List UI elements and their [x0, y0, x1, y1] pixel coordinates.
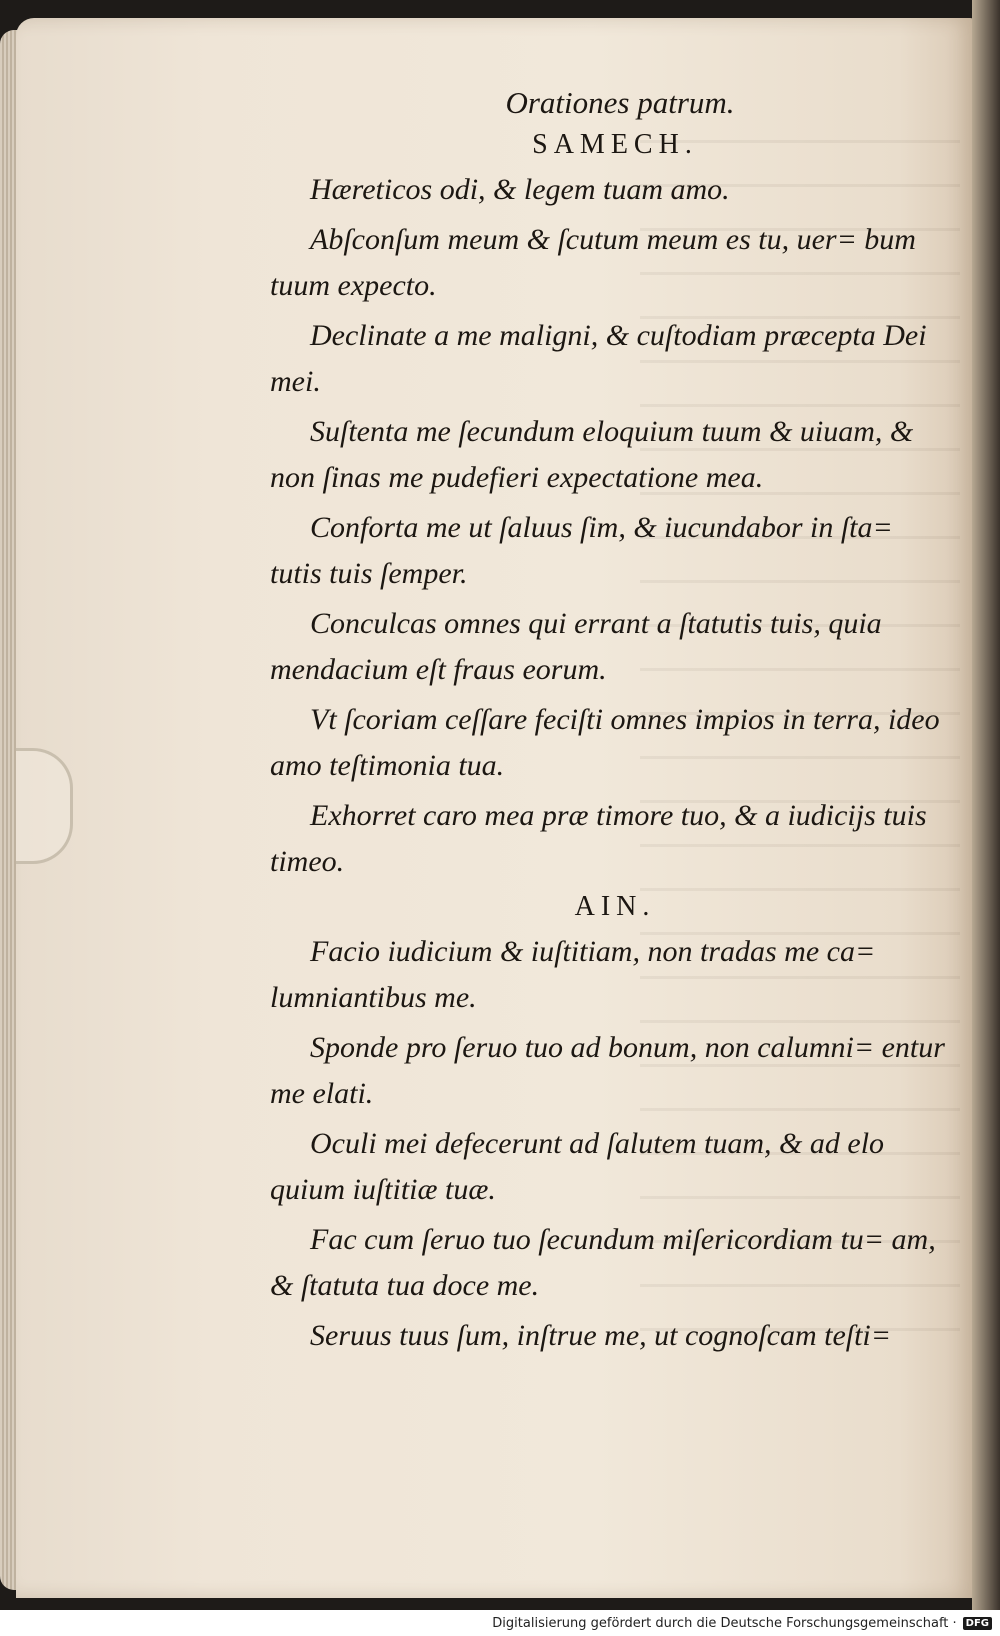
verse: Conculcas omnes qui errant a ſtatutis tuis, quia mendacium eſt fraus eorum. [270, 607, 882, 686]
dfg-logo: DFG [963, 1617, 992, 1630]
credit-text: Digitalisierung gefördert durch die Deutsche Forschungsgemeinschaft · [492, 1615, 957, 1631]
verse: Conforta me ut ſaluus ſim, & iucundabor in ſta= tutis tuis ſemper. [270, 511, 893, 590]
verse: Declinate a me maligni, & cuſtodiam præcepta Dei mei. [270, 319, 927, 398]
verse: Sponde pro ſeruo tuo ad bonum, non calumni= entur me elati. [270, 1031, 945, 1110]
verse: Seruus tuus ſum, inſtrue me, ut cognoſcam teſti= [310, 1319, 892, 1352]
digitization-credit [0, 1610, 1000, 1636]
verse: Oculi mei defecerunt ad ſalutem tuam, & ad elo quium iuſtitiæ tuæ. [270, 1127, 885, 1206]
verse: Hæreticos odi, & legem tuam amo. [310, 173, 730, 206]
verse: Exhorret caro mea præ timore tuo, & a iudicijs tuis timeo. [270, 799, 927, 878]
section-title-samech: SAMECH. [532, 129, 698, 160]
page-clip [16, 748, 73, 864]
section-title-ain: AIN. [574, 891, 656, 922]
page-text [270, 85, 950, 1363]
verse: Facio iudicium & iuſtitiam, non tradas me ca= lumniantibus me. [270, 935, 876, 1014]
verse: Fac cum ſeruo tuo ſecundum miſericordiam tu= am, & ſtatuta tua doce me. [270, 1223, 936, 1302]
verse: Suſtenta me ſecundum eloquium tuum & uiuam, & non ſinas me pudefieri expectatione mea. [270, 415, 914, 494]
book-gutter-edge [972, 0, 1000, 1610]
verse: Abſconſum meum & ſcutum meum es tu, uer= bum tuum expecto. [270, 223, 916, 302]
verse: Vt ſcoriam ceſſare feciſti omnes impios in terra, ideo amo teſtimonia tua. [270, 703, 940, 782]
running-head: Orationes patrum. [505, 85, 735, 120]
